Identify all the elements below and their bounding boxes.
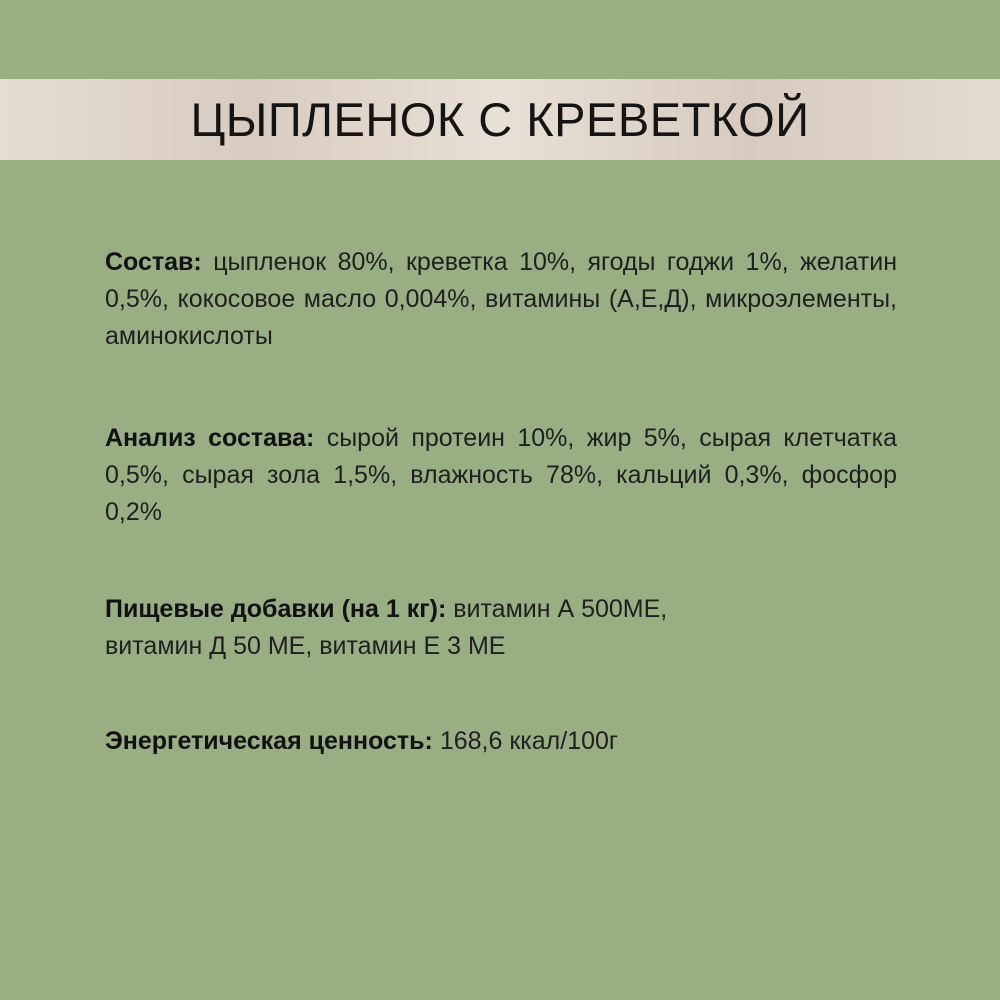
product-title: ЦЫПЛЕНОК С КРЕВЕТКОЙ [190,93,810,146]
additives-paragraph [105,591,897,665]
additives-section [105,591,897,665]
energy-section [105,723,897,760]
composition-section [105,244,897,355]
analysis-paragraph [105,420,897,531]
energy-label: Энергетическая ценность: [105,727,433,755]
analysis-text: сырой протеин 10%, жир 5%, сырая клетчатка 0,5%, сырая зола 1,5%, влажность 78%, кальций 0,3%, фосфор 0,2% [105,424,897,526]
additives-text-line2: витамин Д 50 МЕ, витамин Е 3 МЕ [105,632,506,660]
composition-label: Состав: [105,248,202,276]
additives-text-line1: витамин А 500МЕ, [453,595,668,623]
composition-text: цыпленок 80%, креветка 10%, ягоды годжи 1%, желатин 0,5%, кокосовое масло 0,004%, витамины (А,Е,Д), микроэлементы, аминокислоты [105,248,898,350]
composition-paragraph [105,244,897,355]
additives-label: Пищевые добавки (на 1 кг): [105,595,447,623]
analysis-section [105,420,897,531]
analysis-label: Анализ состава: [105,424,315,452]
title-banner [0,79,1000,160]
energy-paragraph [105,723,897,760]
energy-text: 168,6 ккал/100г [439,727,619,755]
